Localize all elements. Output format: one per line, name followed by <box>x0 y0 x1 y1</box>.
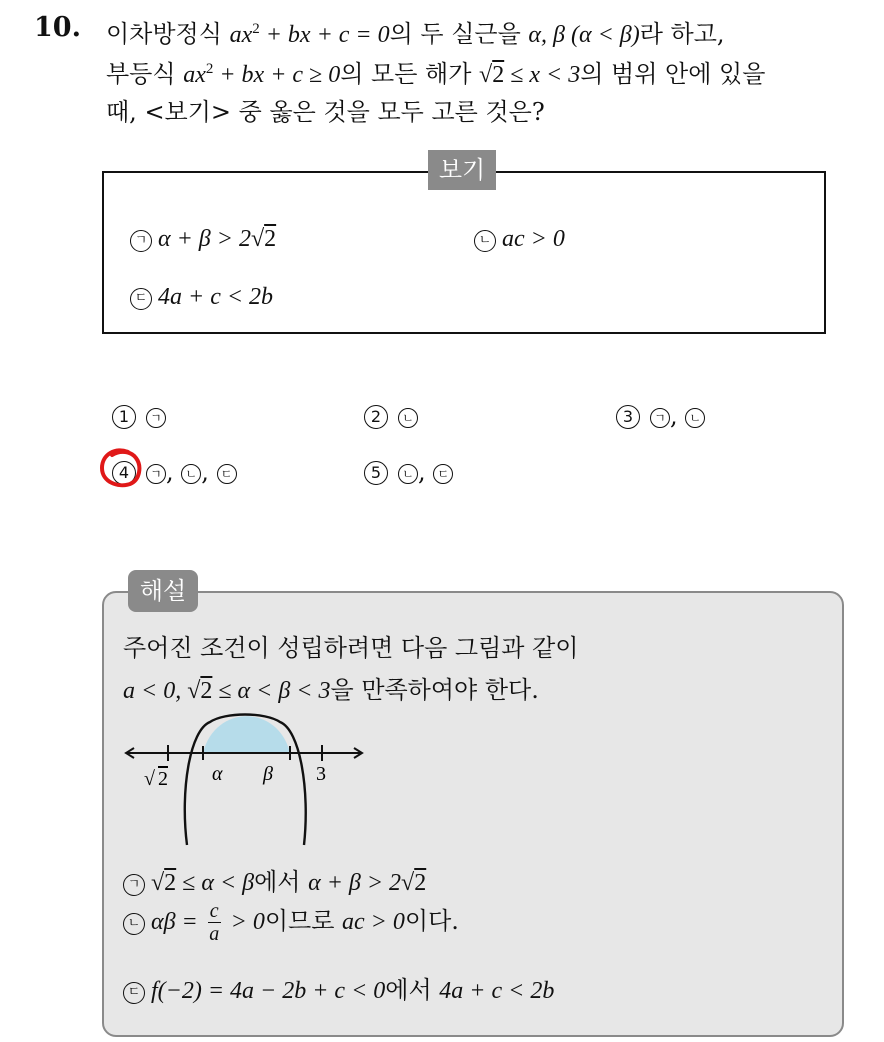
choice-mark: ㄱ <box>146 464 166 484</box>
label-sqrt2-symbol: √ <box>144 768 155 790</box>
parabola-graph <box>120 710 380 850</box>
sol-text: 을 만족하여야 한다. <box>330 676 539 704</box>
label-three: 3 <box>316 763 326 785</box>
choice-2[interactable] <box>364 402 418 430</box>
solution-title: 해설 <box>128 570 198 612</box>
separator: , <box>418 458 426 486</box>
q-text: 이차방정식 <box>106 20 230 48</box>
sol-math: ≤ α < β <box>176 870 255 896</box>
choice-mark: ㄱ <box>650 408 670 428</box>
question-line-2 <box>106 54 765 89</box>
question-number: 10. <box>34 12 81 43</box>
fraction-denominator: a <box>209 923 220 945</box>
fraction-numerator: c <box>209 900 219 922</box>
choice-4[interactable] <box>112 458 237 486</box>
sqrt-symbol: √ <box>401 870 415 896</box>
bogi-item-2 <box>474 224 565 253</box>
choice-number: 2 <box>364 405 388 429</box>
sqrt-radicand: 2 <box>414 870 427 896</box>
sqrt-symbol: √ <box>250 226 265 252</box>
bogi-item-3 <box>130 282 273 311</box>
solution-result-2 <box>123 900 459 945</box>
choice-number: 1 <box>112 405 136 429</box>
sol-math: f(−2) = 4a − 2b + c < 0 <box>151 978 386 1004</box>
sqrt-radicand: 2 <box>264 226 277 252</box>
bogi-title: 보기 <box>428 150 496 190</box>
q-text: 라 하고, <box>639 20 725 48</box>
label-sqrt2-radicand: 2 <box>158 768 168 790</box>
choice-mark: ㄴ <box>398 408 418 428</box>
q-math: + bx + c ≥ 0 <box>213 62 341 88</box>
choice-number: 4 <box>112 461 136 485</box>
sol-text: 에서 <box>385 976 440 1004</box>
q-text: 의 범위 안에 있을 <box>580 60 766 88</box>
bogi-mark: ㄱ <box>130 230 152 252</box>
sol-math: ac > 0 <box>342 909 405 935</box>
solution-line-1: 주어진 조건이 성립하려면 다음 그림과 같이 <box>123 634 579 662</box>
sol-mark: ㄷ <box>123 982 145 1004</box>
sol-math: 4a + c < 2b <box>439 978 555 1004</box>
sol-math: a < 0, <box>123 678 188 704</box>
separator: , <box>670 402 678 430</box>
q-math: ≤ x < 3 <box>504 62 581 88</box>
sqrt-symbol: √ <box>151 870 165 896</box>
choice-5[interactable] <box>364 458 453 486</box>
sol-text: 에서 <box>254 868 309 896</box>
q-sup: 2 <box>252 21 260 37</box>
sqrt-radicand: 2 <box>492 62 505 88</box>
q-math: α, β (α < β) <box>528 22 640 48</box>
q-text: 의 두 실근을 <box>389 20 529 48</box>
bogi-expr: α + β > 2 <box>158 226 251 252</box>
sol-text: 이므로 <box>264 907 343 935</box>
choice-mark: ㄴ <box>181 464 201 484</box>
q-sup: 2 <box>205 61 214 77</box>
q-text: 부등식 <box>106 60 184 88</box>
sol-mark: ㄱ <box>123 874 145 896</box>
bogi-mark: ㄴ <box>474 230 496 252</box>
q-math: ax <box>183 62 206 88</box>
q-math: + bx + c = 0 <box>259 22 390 48</box>
bogi-item-1 <box>130 224 276 253</box>
choice-mark: ㄷ <box>433 464 453 484</box>
choice-mark: ㄴ <box>398 464 418 484</box>
solution-result-3 <box>123 970 554 1005</box>
positive-region <box>203 716 290 753</box>
q-text: 의 모든 해가 <box>340 60 480 88</box>
sol-mark: ㄴ <box>123 913 145 935</box>
choice-mark: ㄱ <box>146 408 166 428</box>
choice-number: 5 <box>364 461 388 485</box>
choice-3[interactable] <box>616 402 705 430</box>
solution-line-2 <box>123 670 539 705</box>
sol-math: αβ = <box>151 909 204 935</box>
sol-math: > 0 <box>224 909 265 935</box>
choice-mark: ㄴ <box>685 408 705 428</box>
sol-math: ≤ α < β < 3 <box>212 678 331 704</box>
label-alpha: α <box>212 763 223 785</box>
question-line-1 <box>106 14 725 49</box>
fraction <box>208 900 221 945</box>
question-line-3: 때, <보기> 중 옳은 것을 모두 고른 것은? <box>106 98 545 126</box>
choice-mark: ㄷ <box>217 464 237 484</box>
sqrt-radicand: 2 <box>164 870 177 896</box>
sqrt-symbol: √ <box>479 62 493 88</box>
separator: , <box>201 458 209 486</box>
separator: , <box>166 458 174 486</box>
label-beta: β <box>263 763 273 785</box>
sol-math: α + β > 2 <box>308 870 402 896</box>
bogi-expr: ac > 0 <box>502 226 565 252</box>
sqrt-radicand: 2 <box>200 678 213 704</box>
choice-number: 3 <box>616 405 640 429</box>
choice-1[interactable] <box>112 402 166 430</box>
sqrt-symbol: √ <box>187 678 201 704</box>
bogi-expr: 4a + c < 2b <box>158 284 274 310</box>
solution-result-1 <box>123 862 426 897</box>
bogi-mark: ㄷ <box>130 288 152 310</box>
sol-text: 이다. <box>404 907 459 935</box>
q-math: ax <box>229 22 253 48</box>
